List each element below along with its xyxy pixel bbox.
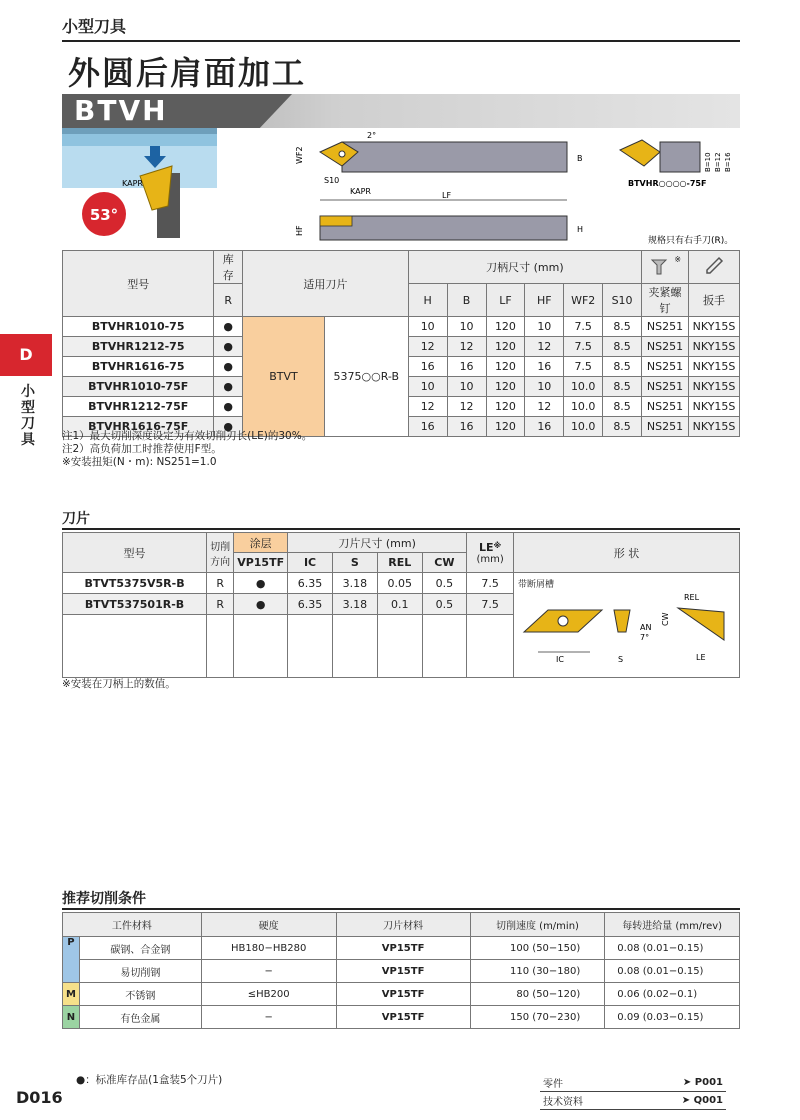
ins-col-rel: REL [377, 553, 422, 573]
insert-edge-shape [678, 608, 724, 640]
wrench-icon [689, 251, 740, 284]
row-wrench: NKY15S [689, 377, 740, 397]
row-h: 16 [408, 417, 447, 437]
shape-dim-angle: 7° [640, 633, 650, 642]
row-hf: 10 [525, 317, 564, 337]
ins-col-cw: CW [422, 553, 467, 573]
ins-col-model: 型号 [63, 533, 207, 573]
cut-col-speed: 切削速度 (m/min) [470, 913, 605, 937]
cut-row-speed: 80 (50−120) [470, 983, 605, 1006]
dim-h: H [577, 225, 584, 234]
cut-row-feed: 0.09 (0.03−0.15) [605, 1006, 740, 1029]
cut-col-material: 工件材料 [63, 913, 202, 937]
row-stock: ● [214, 417, 243, 437]
insert-shape-cell [514, 573, 740, 678]
ins-col-s: S [332, 553, 377, 573]
row-wf2: 10.0 [564, 397, 603, 417]
cut-col-hardness: 硬度 [201, 913, 336, 937]
xref-link[interactable]: P001 [694, 1077, 723, 1088]
row-stock: ● [214, 397, 243, 417]
ins-row-ic: 6.35 [288, 594, 333, 615]
row-hf: 12 [525, 337, 564, 357]
row-screw: NS251 [642, 337, 689, 357]
col-lf: LF [486, 284, 525, 317]
group-n: N [63, 1006, 80, 1029]
cut-row-grade: VP15TF [336, 937, 470, 960]
ins-row-cw: 0.5 [422, 573, 467, 594]
row-h: 10 [408, 377, 447, 397]
table-row [63, 937, 740, 960]
ins-col-direction: 切削方向 [207, 533, 234, 573]
cut-row-grade: VP15TF [336, 983, 470, 1006]
angle-value: 53° [89, 206, 119, 224]
row-model: BTVHR1212-75 [63, 337, 214, 357]
row-lf: 120 [486, 317, 525, 337]
cutting-table [62, 912, 740, 1029]
row-s10: 8.5 [603, 417, 642, 437]
col-h: H [408, 284, 447, 317]
holder-side-view [320, 216, 567, 240]
row-lf: 120 [486, 377, 525, 397]
row-wrench: NKY15S [689, 337, 740, 357]
row-lf: 120 [486, 417, 525, 437]
ins-col-ic: IC [288, 553, 333, 573]
holder-notes [62, 430, 312, 469]
ins-le-label: LE [478, 540, 494, 554]
variant-dim-1: B=10 [704, 152, 712, 172]
shape-dim-an: AN [640, 623, 652, 632]
page-title: 外圆后肩面加工 [68, 54, 307, 92]
dim-kapr: KAPR [350, 187, 371, 196]
ins-col-le [467, 533, 514, 573]
cross-reference [540, 1074, 726, 1110]
tool-diagram [62, 128, 740, 248]
xref-label: 技术资料 [540, 1092, 632, 1110]
ins-row-grade: ● [234, 573, 288, 594]
row-lf: 120 [486, 397, 525, 417]
note-2: 注2）高负荷加工时推荐使用F型。 [62, 443, 222, 455]
row-wrench: NKY15S [689, 417, 740, 437]
col-stock: 库存 [214, 251, 243, 284]
insert-side-shape [614, 610, 630, 632]
row-wf2: 10.0 [564, 417, 603, 437]
row-hf: 12 [525, 397, 564, 417]
xref-row[interactable]: 技术资料 ➤ Q001 [540, 1092, 726, 1110]
row-wf2: 7.5 [564, 357, 603, 377]
spec-note: 规格只有右手刀(R)。 [648, 236, 734, 246]
col-model: 型号 [63, 251, 214, 317]
ins-row-ic: 6.35 [288, 573, 333, 594]
row-b: 12 [447, 337, 486, 357]
row-h: 12 [408, 397, 447, 417]
dim-hf: HF [295, 225, 304, 236]
table-row [63, 1006, 740, 1029]
insert-b: 5375○○R-B [324, 317, 408, 437]
row-model: BTVHR1616-75 [63, 357, 214, 377]
variant-dim-2: B=12 [714, 152, 722, 172]
cut-row-hardness: ≤HB200 [201, 983, 336, 1006]
row-wrench: NKY15S [689, 317, 740, 337]
cutting-section-title: 推荐切削条件 [62, 891, 146, 907]
cut-col-grade: 刀片材料 [336, 913, 470, 937]
col-wf2: WF2 [564, 284, 603, 317]
kapr-label: KAPR [122, 179, 143, 188]
holder-top-view [342, 142, 567, 172]
col-screw: 夹紧螺钉 [642, 284, 689, 317]
row-screw: NS251 [642, 317, 689, 337]
group-p: P [63, 937, 80, 983]
row-stock: ● [214, 357, 243, 377]
series-name: BTVH [74, 94, 168, 127]
table-row [63, 960, 740, 983]
ins-row-grade: ● [234, 594, 288, 615]
cut-col-feed: 每转进给量 (mm/rev) [605, 913, 740, 937]
cut-row-speed: 150 (70−230) [470, 1006, 605, 1029]
variant-label: BTVHR○○○○-75F [628, 179, 707, 188]
holder-table [62, 250, 740, 437]
cut-row-grade: VP15TF [336, 960, 470, 983]
cut-row-material: 有色金属 [79, 1006, 201, 1029]
row-s10: 8.5 [603, 357, 642, 377]
ins-row-dir: R [207, 594, 234, 615]
row-h: 10 [408, 317, 447, 337]
section-tab-label: 小型刀具 [21, 384, 35, 448]
ins-row-cw: 0.5 [422, 594, 467, 615]
row-hf: 16 [525, 357, 564, 377]
row-wrench: NKY15S [689, 397, 740, 417]
shape-label: 带断屑槽 [518, 580, 555, 590]
dim-2deg: 2° [367, 131, 377, 140]
cut-row-material: 易切削钢 [79, 960, 201, 983]
insert-section-title: 刀片 [62, 511, 90, 527]
ins-row-dir: R [207, 573, 234, 594]
ins-row-rel: 0.05 [377, 573, 422, 594]
shape-dim-ic: IC [556, 655, 564, 664]
page-number: D016 [16, 1088, 63, 1107]
row-s10: 8.5 [603, 377, 642, 397]
row-s10: 8.5 [603, 337, 642, 357]
cut-row-material: 碳钢、合金钢 [79, 937, 201, 960]
shape-dim-rel: REL [684, 593, 700, 602]
ins-row-le: 7.5 [467, 594, 514, 615]
col-hf: HF [525, 284, 564, 317]
ins-row-model: BTVT5375V5R-B [63, 573, 207, 594]
variant-dim-3: B=16 [724, 152, 732, 172]
col-stock-r: R [214, 284, 243, 317]
insert-note: ※安装在刀柄上的数值。 [62, 678, 176, 690]
row-wf2: 7.5 [564, 337, 603, 357]
ins-row-s: 3.18 [332, 594, 377, 615]
row-b: 12 [447, 397, 486, 417]
shape-dim-le: LE [696, 653, 706, 662]
insert-a: BTVT [243, 317, 325, 437]
row-b: 16 [447, 417, 486, 437]
row-wf2: 7.5 [564, 317, 603, 337]
row-stock: ● [214, 337, 243, 357]
xref-link[interactable]: Q001 [693, 1095, 723, 1106]
row-screw: NS251 [642, 417, 689, 437]
row-model: BTVHR1010-75 [63, 317, 214, 337]
dim-lf: LF [442, 191, 452, 200]
col-insert: 适用刀片 [243, 251, 409, 317]
ins-col-coating: 涂层 [234, 533, 288, 553]
ins-row-model: BTVT537501R-B [63, 594, 207, 615]
note-1: 注1）最大切削深度设定为有效切削刃长(LE)的30%。 [62, 430, 313, 442]
cut-row-speed: 100 (50−150) [470, 937, 605, 960]
ins-row-rel: 0.1 [377, 594, 422, 615]
ins-le-unit: (mm) [476, 553, 504, 565]
table-row [63, 317, 740, 337]
dim-s10: S10 [324, 176, 340, 185]
screw-icon [642, 251, 689, 284]
row-lf: 120 [486, 337, 525, 357]
row-wf2: 10.0 [564, 377, 603, 397]
col-b: B [447, 284, 486, 317]
row-stock: ● [214, 317, 243, 337]
table-row [63, 983, 740, 1006]
col-dims: 刀柄尺寸 (mm) [408, 251, 641, 284]
row-b: 16 [447, 357, 486, 377]
shape-dim-cw: CW [661, 612, 671, 626]
category-label: 小型刀具 [62, 17, 127, 36]
cut-row-speed: 110 (30−180) [470, 960, 605, 983]
col-wrench: 扳手 [689, 284, 740, 317]
group-m: M [63, 983, 80, 1006]
cut-row-hardness: − [201, 960, 336, 983]
insert-table [62, 532, 740, 678]
row-hf: 10 [525, 377, 564, 397]
insert-shape-drawing [518, 590, 734, 670]
cut-row-feed: 0.06 (0.02−0.1) [605, 983, 740, 1006]
col-s10: S10 [603, 284, 642, 317]
row-b: 10 [447, 317, 486, 337]
cut-row-hardness: HB180−HB280 [201, 937, 336, 960]
row-b: 10 [447, 377, 486, 397]
cut-row-grade: VP15TF [336, 1006, 470, 1029]
row-s10: 8.5 [603, 397, 642, 417]
ins-row-s: 3.18 [332, 573, 377, 594]
stock-legend: ●：标准库存品(1盒装5个刀片) [76, 1074, 223, 1086]
row-lf: 120 [486, 357, 525, 377]
cut-row-feed: 0.08 (0.01−0.15) [605, 937, 740, 960]
row-screw: NS251 [642, 377, 689, 397]
cutting-section-rule [62, 908, 740, 910]
ins-col-grade: VP15TF [234, 553, 288, 573]
shape-dim-s: S [618, 655, 624, 664]
screw-mark: ※ [674, 254, 682, 264]
row-model: BTVHR1212-75F [63, 397, 214, 417]
row-h: 12 [408, 337, 447, 357]
xref-label: 零件 [540, 1074, 632, 1092]
row-model: BTVHR1010-75F [63, 377, 214, 397]
row-model: BTVHR1616-75F [63, 417, 214, 437]
ins-col-dims: 刀片尺寸 (mm) [288, 533, 467, 553]
ins-le-mark: ※ [493, 540, 502, 550]
ins-col-shape: 形 状 [514, 533, 740, 573]
row-s10: 8.5 [603, 317, 642, 337]
cut-row-hardness: − [201, 1006, 336, 1029]
row-stock: ● [214, 377, 243, 397]
xref-row[interactable]: 零件 ➤ P001 [540, 1074, 726, 1092]
row-hf: 16 [525, 417, 564, 437]
cut-row-material: 不锈钢 [79, 983, 201, 1006]
cut-row-feed: 0.08 (0.01−0.15) [605, 960, 740, 983]
ins-row-le: 7.5 [467, 573, 514, 594]
dim-wf2: WF2 [295, 146, 304, 164]
row-h: 16 [408, 357, 447, 377]
row-screw: NS251 [642, 397, 689, 417]
row-screw: NS251 [642, 357, 689, 377]
row-wrench: NKY15S [689, 357, 740, 377]
note-3: ※安装扭矩(N・m): NS251=1.0 [62, 456, 217, 468]
table-row [63, 573, 740, 594]
section-tab[interactable]: D [0, 334, 52, 376]
dim-b: B [577, 154, 583, 163]
insert-section-rule [62, 528, 740, 530]
header-rule [62, 40, 740, 42]
